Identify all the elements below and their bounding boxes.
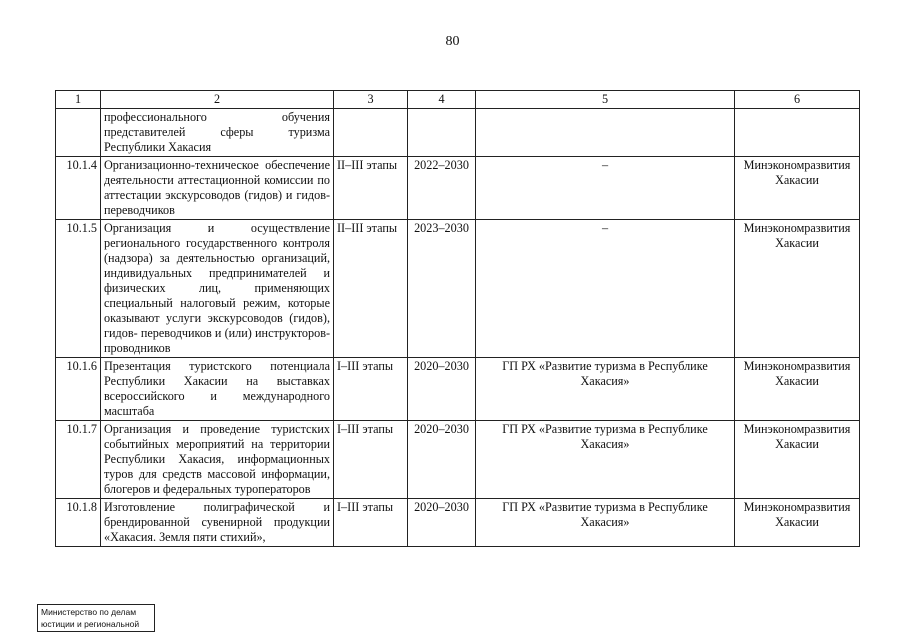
- description-line: «Хакасия. Земля пяти стихий»,: [104, 530, 266, 544]
- item-period: 2020–2030: [408, 421, 476, 499]
- header-row: [56, 91, 860, 109]
- item-executor: Минэкономразвития Хакасии: [735, 499, 860, 547]
- item-number: [56, 109, 101, 157]
- description-line: информационных туров для средств: [104, 452, 330, 481]
- item-description: [101, 220, 334, 358]
- description-line: экскурсоводов (гидов), гидов-: [104, 311, 331, 340]
- description-line: переводчиков и (или) инструкторов-: [140, 326, 331, 340]
- description-line: экскурсоводов (гидов) и гидов-: [165, 188, 331, 202]
- table-row: [56, 499, 860, 547]
- header-cell: 6: [735, 91, 860, 109]
- item-description: [101, 421, 334, 499]
- stamp-line: Министерство по делам: [41, 607, 137, 617]
- item-number: 10.1.4: [56, 157, 101, 220]
- description-line: Республики Хакасии на выставках: [104, 374, 330, 388]
- description-line: масштаба: [104, 404, 155, 418]
- item-period: 2022–2030: [408, 157, 476, 220]
- table-row: [56, 220, 860, 358]
- item-description: [101, 499, 334, 547]
- description-line: предпринимателей и физических лиц,: [104, 266, 330, 295]
- item-stage: I–III этапы: [334, 421, 408, 499]
- header-cell: 2: [101, 91, 334, 109]
- description-line: применяющих специальный налоговый: [104, 281, 330, 310]
- header-cell: 1: [56, 91, 101, 109]
- description-line: Презентация туристского потенциала: [104, 359, 330, 373]
- item-period: [408, 109, 476, 157]
- item-stage: I–III этапы: [334, 358, 408, 421]
- table-row: [56, 358, 860, 421]
- registration-stamp: [37, 604, 155, 632]
- description-line: Организация и проведение туристских: [104, 422, 330, 436]
- item-number: 10.1.8: [56, 499, 101, 547]
- table-row: [56, 109, 860, 157]
- header-cell: 3: [334, 91, 408, 109]
- description-line: территории Республики Хакасия,: [104, 437, 330, 466]
- item-period: 2020–2030: [408, 358, 476, 421]
- description-line: Организация и осуществление: [104, 221, 330, 235]
- description-line: Изготовление полиграфической и: [104, 500, 330, 514]
- table-row: [56, 157, 860, 220]
- item-period: 2020–2030: [408, 499, 476, 547]
- item-number: 10.1.5: [56, 220, 101, 358]
- description-line: Организационно-техническое: [104, 158, 259, 172]
- header-cell: 4: [408, 91, 476, 109]
- description-line: аттестационной комиссии по аттестации: [104, 173, 331, 202]
- item-number: 10.1.7: [56, 421, 101, 499]
- description-line: представителей сферы туризма: [104, 125, 330, 139]
- item-executor: Минэкономразвития Хакасии: [735, 421, 860, 499]
- item-executor: Минэкономразвития Хакасии: [735, 157, 860, 220]
- item-stage: I–III этапы: [334, 499, 408, 547]
- description-line: событийных мероприятий на: [104, 437, 264, 451]
- measures-table: [55, 90, 860, 547]
- description-line: брендированной сувенирной продукции: [104, 515, 330, 529]
- description-line: организаций, индивидуальных: [104, 251, 331, 280]
- description-line: обеспечение деятельности: [104, 158, 330, 187]
- item-executor: [735, 109, 860, 157]
- item-description: [101, 157, 334, 220]
- header-cell: 5: [476, 91, 735, 109]
- description-line: проводников: [104, 341, 171, 355]
- item-stage: [334, 109, 408, 157]
- description-line: всероссийского и международного: [104, 389, 330, 403]
- description-line: контроля (надзора) за деятельностью: [104, 236, 330, 265]
- item-stage: II–III этапы: [334, 220, 408, 358]
- stamp-line: юстиции и региональной: [41, 619, 140, 629]
- item-executor: Минэкономразвития Хакасии: [735, 220, 860, 358]
- description-line: профессионального обучения: [104, 110, 330, 124]
- description-line: федеральных туроператоров: [162, 482, 311, 496]
- item-period: 2023–2030: [408, 220, 476, 358]
- item-program: ГП РХ «Развитие туризма в Республике Хакасия»: [476, 421, 735, 499]
- item-description: [101, 358, 334, 421]
- item-program: [476, 109, 735, 157]
- table-row: [56, 421, 860, 499]
- description-line: массовой информации, блогеров и: [104, 467, 330, 496]
- item-executor: Минэкономразвития Хакасии: [735, 358, 860, 421]
- item-program: ГП РХ «Развитие туризма в Республике Хакасия»: [476, 499, 735, 547]
- item-program: ГП РХ «Развитие туризма в Республике Хакасия»: [476, 358, 735, 421]
- item-program: –: [476, 157, 735, 220]
- description-line: Республики Хакасия: [104, 140, 212, 154]
- item-program: –: [476, 220, 735, 358]
- description-line: регионального государственного: [104, 236, 278, 250]
- description-line: переводчиков: [104, 203, 175, 217]
- page-number: 80: [445, 34, 460, 49]
- item-number: 10.1.6: [56, 358, 101, 421]
- item-stage: II–III этапы: [334, 157, 408, 220]
- item-description: [101, 109, 334, 157]
- description-line: режим, которые оказывают услуги: [104, 296, 330, 325]
